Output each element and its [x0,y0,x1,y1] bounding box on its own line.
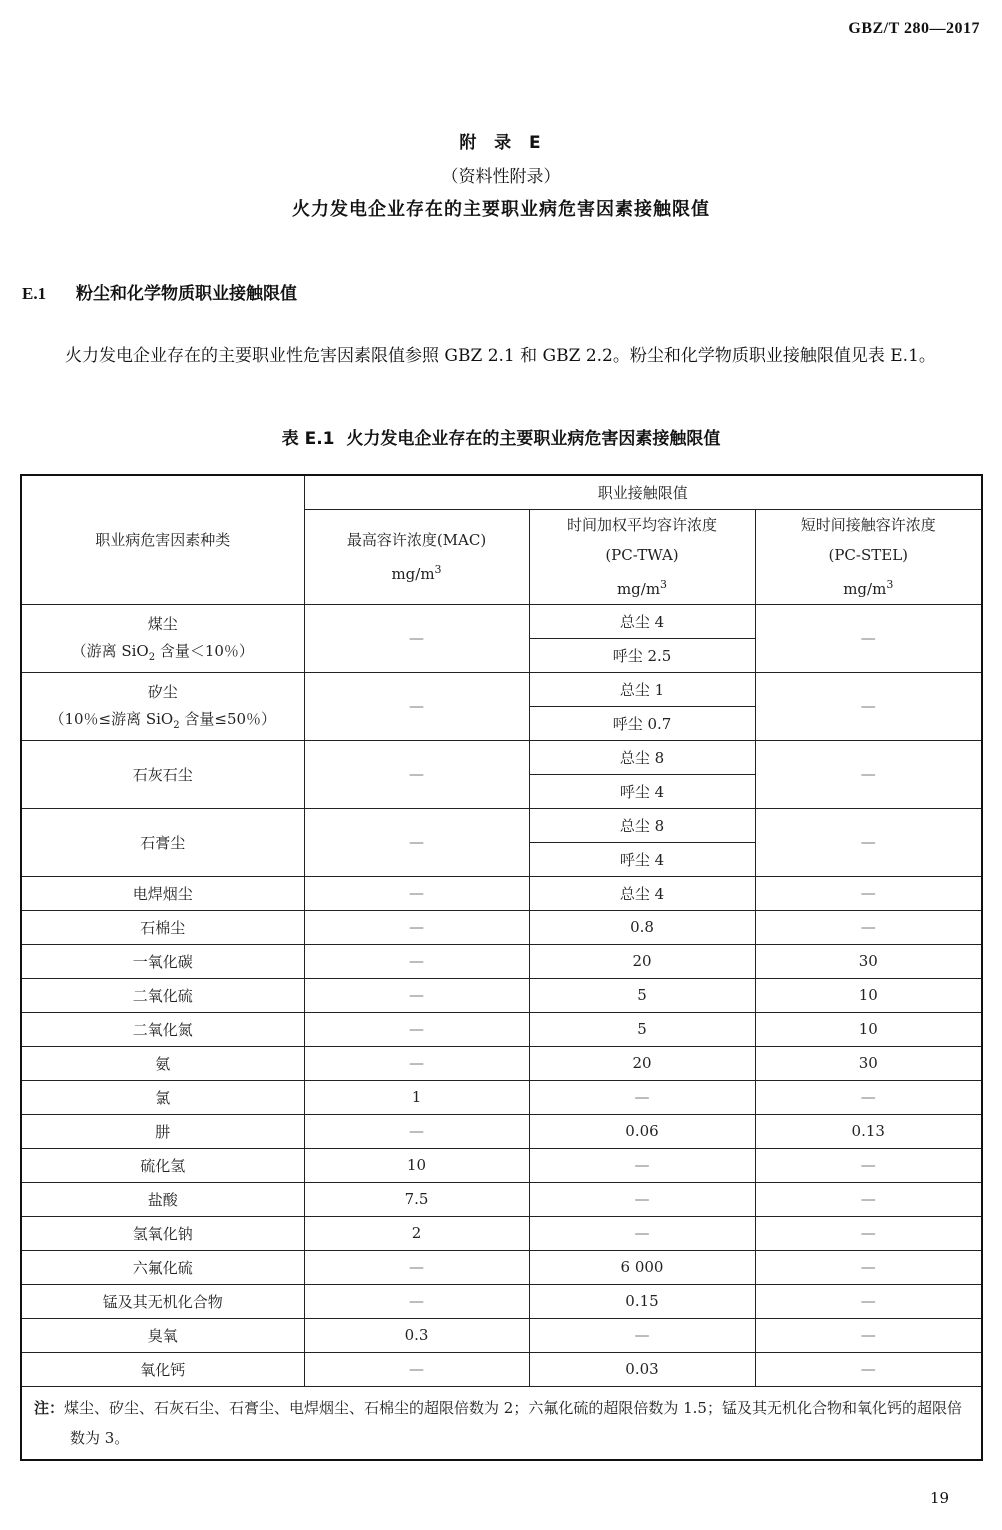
twa-value: 0.06 [529,1114,755,1148]
twa-value: — [529,1216,755,1250]
table-row [21,944,982,978]
section-number: E.1 [22,284,47,303]
stel-value: — [755,910,982,944]
mac-value: — [304,910,529,944]
mac-value: — [304,808,529,876]
header-stel-name: 短时间接触容许浓度 [800,515,936,534]
stel-value: — [755,1148,982,1182]
stel-value: — [755,876,982,910]
stel-value: — [755,1216,982,1250]
stel-value: — [755,740,982,808]
table-row [21,672,982,706]
header-stel [755,509,982,604]
twa-value: 0.8 [529,910,755,944]
limits-table-body [21,475,982,1460]
mac-value: 7.5 [304,1182,529,1216]
header-twa [529,509,755,604]
table-note [21,1386,982,1460]
twa-value: — [529,1182,755,1216]
mac-value: — [304,604,529,672]
table-row [21,1182,982,1216]
table-row [21,1318,982,1352]
twa-value: 总尘 4 [529,876,755,910]
table-row [21,1352,982,1386]
mac-value: — [304,1012,529,1046]
limits-table-wrapper [20,474,981,1461]
table-row [21,1216,982,1250]
mac-value: 2 [304,1216,529,1250]
factor-name: 二氧化硫 [21,978,304,1012]
factor-name [21,672,304,740]
factor-label: 煤尘 [147,615,178,633]
factor-name: 石棉尘 [21,910,304,944]
factor-condition: （10％≤游离 SiO$_2$ 含量≤50％） [49,710,277,731]
factor-name: 二氧化氮 [21,1012,304,1046]
table-row [21,1012,982,1046]
stel-value: — [755,672,982,740]
table-row [21,978,982,1012]
stel-value: — [755,1250,982,1284]
header-stel-unit: $mg/m^3$ [843,577,894,598]
stel-value: 30 [755,1046,982,1080]
factor-name [21,604,304,672]
factor-name: 硫化氢 [21,1148,304,1182]
factor-name: 电焊烟尘 [21,876,304,910]
factor-name: 盐酸 [21,1182,304,1216]
twa-value: 20 [529,944,755,978]
table-row [21,1080,982,1114]
table-header-row [21,475,982,509]
mac-value: — [304,1250,529,1284]
stel-value: 30 [755,944,982,978]
factor-name: 氨 [21,1046,304,1080]
mac-value: — [304,740,529,808]
factor-label: 矽尘 [147,683,178,701]
mac-value: 0.3 [304,1318,529,1352]
twa-value: — [529,1318,755,1352]
table-row [21,910,982,944]
twa-total-value: 总尘 4 [529,604,755,638]
header-mac-unit: $mg/m^3$ [391,562,442,583]
table-row [21,604,982,638]
mac-value: — [304,944,529,978]
factor-condition: （游离 SiO$_2$ 含量＜10％） [71,642,254,663]
limits-table [20,474,983,1461]
appendix-main-title: 火力发电企业存在的主要职业病危害因素接触限值 [292,199,710,220]
twa-value: 5 [529,978,755,1012]
table-caption: 表 E.1 火力发电企业存在的主要职业病危害因素接触限值 [281,429,721,449]
mac-value: — [304,1284,529,1318]
twa-total-value: 总尘 8 [529,740,755,774]
header-mac-name: 最高容许浓度(MAC) [346,530,487,549]
twa-value: 5 [529,1012,755,1046]
twa-total-value: 总尘 8 [529,808,755,842]
stel-value: — [755,1352,982,1386]
table-row [21,808,982,842]
stel-value: — [755,808,982,876]
factor-name: 氢氧化钠 [21,1216,304,1250]
header-stel-abbr: (PC-STEL) [828,545,909,564]
header-twa-unit: $mg/m^3$ [616,577,668,598]
header-group: 职业接触限值 [304,475,982,509]
twa-value: 0.03 [529,1352,755,1386]
table-note-row [21,1386,982,1460]
stel-value: — [755,1318,982,1352]
table-row [21,1148,982,1182]
twa-value: — [529,1148,755,1182]
factor-name: 六氟化硫 [21,1250,304,1284]
section-title: 粉尘和化学物质职业接触限值 [76,284,297,304]
mac-value: — [304,1352,529,1386]
mac-value: — [304,978,529,1012]
twa-resp-value: 呼尘 4 [529,774,755,808]
table-row [21,1046,982,1080]
mac-value: 10 [304,1148,529,1182]
mac-value: — [304,1046,529,1080]
twa-value: 6 000 [529,1250,755,1284]
factor-name: 氯 [21,1080,304,1114]
twa-resp-value: 呼尘 2.5 [529,638,755,672]
twa-total-value: 总尘 1 [529,672,755,706]
stel-value: — [755,604,982,672]
section-heading [22,279,297,304]
mac-value: — [304,672,529,740]
table-row [21,1114,982,1148]
twa-value: 0.15 [529,1284,755,1318]
factor-label: 石膏尘 [140,833,186,852]
factor-name [21,808,304,876]
stel-value: 0.13 [755,1114,982,1148]
table-row [21,740,982,774]
twa-resp-value: 呼尘 0.7 [529,706,755,740]
body-paragraph: 火力发电企业存在的主要职业性危害因素限值参照 GBZ 2.1 和 GBZ 2.2。粉尘和化学物质职业接触限值见表 E.1。 [65,346,936,366]
page-number: 19 [930,1489,950,1507]
factor-name [21,740,304,808]
factor-name: 一氧化碳 [21,944,304,978]
header-factor: 职业病危害因素种类 [21,475,304,604]
factor-name: 氧化钙 [21,1352,304,1386]
table-row [21,1284,982,1318]
table-row [21,1250,982,1284]
document-code: GBZ/T 280—2017 [848,20,980,37]
stel-value: — [755,1284,982,1318]
appendix-subtitle: （资料性附录） [441,167,561,187]
stel-value: 10 [755,978,982,1012]
header-twa-abbr: (PC-TWA) [605,545,679,564]
factor-name: 臭氧 [21,1318,304,1352]
header-mac [304,509,529,604]
table-row [21,876,982,910]
twa-resp-value: 呼尘 4 [529,842,755,876]
mac-value: — [304,1114,529,1148]
note-label: 注： [34,1398,65,1417]
mac-value: — [304,876,529,910]
factor-name: 肼 [21,1114,304,1148]
stel-value: — [755,1080,982,1114]
twa-value: 20 [529,1046,755,1080]
factor-name: 锰及其无机化合物 [21,1284,304,1318]
factor-label: 石灰石尘 [132,765,193,784]
appendix-title: 附 录 E [459,133,543,153]
header-twa-name: 时间加权平均容许浓度 [566,515,717,534]
stel-value: 10 [755,1012,982,1046]
stel-value: — [755,1182,982,1216]
mac-value: 1 [304,1080,529,1114]
note-text: 煤尘、矽尘、石灰石尘、石膏尘、电焊烟尘、石棉尘的超限倍数为 2；六氟化硫的超限倍数为 1.5；锰及其无机化合物和氧化钙的超限倍数为 3。 [64,1398,962,1447]
twa-value: — [529,1080,755,1114]
